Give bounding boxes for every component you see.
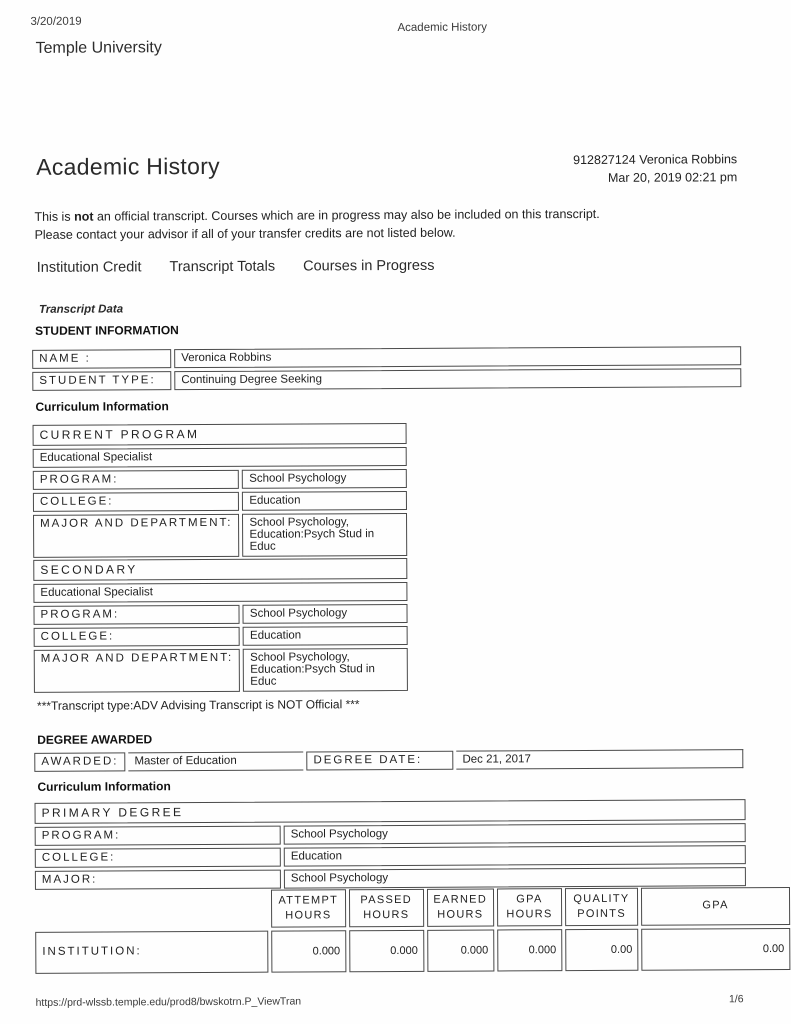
disclaimer-post: an official transcript. Courses which are in progress may also be included on this transcript. (93, 206, 600, 224)
section-nav (37, 258, 435, 276)
table-row (35, 823, 746, 846)
row-value: Education (243, 626, 408, 646)
row-label: NAME : (32, 349, 171, 369)
block-subheader: Educational Specialist (33, 447, 407, 468)
transcript-type-note: ***Transcript type:ADV Advising Transcript is NOT Official *** (36, 697, 360, 713)
print-header-title: Academic History (397, 21, 487, 34)
secondary-program-table (30, 555, 411, 696)
table-row (33, 469, 407, 490)
row-value: Education (284, 845, 746, 866)
print-date: 3/20/2019 (30, 15, 82, 28)
row-value: Continuing Degree Seeking (174, 368, 741, 390)
passed-hours-value: 0.000 (349, 930, 424, 972)
row-label: PROGRAM: (33, 605, 239, 625)
column-header: EARNED HOURS (426, 888, 494, 926)
row-label: PROGRAM: (33, 470, 239, 490)
row-value: School Psychology (243, 604, 408, 624)
table-row (35, 928, 790, 974)
column-header: PASSED HOURS (349, 889, 424, 927)
block-header: SECONDARY (33, 558, 407, 581)
row-value: School Psychology (242, 469, 407, 489)
university-name: Temple University (35, 39, 162, 57)
row-value: School Psychology (284, 823, 746, 844)
current-program-table (30, 420, 411, 561)
student-id-block (573, 150, 737, 187)
row-label: COLLEGE: (34, 627, 240, 647)
column-header: ATTEMPT HOURS (271, 889, 346, 927)
degree-date-label: DEGREE DATE: (306, 751, 453, 771)
row-label: STUDENT TYPE: (32, 371, 171, 391)
primary-degree-table (32, 796, 749, 893)
table-row (35, 845, 746, 868)
table-row (33, 582, 407, 603)
column-header: GPA HOURS (497, 888, 562, 926)
curriculum-information-heading: Curriculum Information (35, 399, 169, 414)
table-row (33, 558, 407, 581)
student-info-table (29, 343, 744, 394)
transcript-data-caption: Transcript Data (38, 303, 124, 316)
nav-link-courses-in-progress[interactable]: Courses in Progress (303, 257, 435, 275)
table-row (32, 368, 741, 391)
earned-hours-value: 0.000 (427, 929, 495, 971)
table-row (35, 799, 746, 824)
table-row (33, 491, 407, 512)
student-information-heading: STUDENT INFORMATION (35, 323, 179, 338)
table-row (33, 423, 407, 446)
table-row (32, 346, 741, 369)
row-value: School Psychology (284, 867, 746, 888)
disclaimer-line-2: Please contact your advisor if all of your transfer credits are not listed below. (34, 225, 456, 242)
table-row (34, 626, 408, 647)
awarded-value: Master of Education (128, 751, 303, 771)
row-value: School Psychology, Education:Psych Stud in Educ (243, 648, 408, 692)
curriculum-information-heading-2: Curriculum Information (37, 779, 171, 794)
row-label: MAJOR AND DEPARTMENT: (33, 514, 240, 558)
institution-hours-table (32, 884, 791, 977)
student-id-line: 912827124 Veronica Robbins (573, 152, 738, 168)
row-value: Veronica Robbins (174, 346, 741, 368)
block-header: PRIMARY DEGREE (35, 799, 746, 824)
row-value: Education (242, 491, 407, 511)
row-label: MAJOR AND DEPARTMENT: (34, 649, 241, 693)
degree-awarded-heading: DEGREE AWARDED (37, 732, 153, 747)
degree-date-value: Dec 21, 2017 (456, 749, 743, 770)
row-label: COLLEGE: (35, 848, 281, 868)
quality-points-value: 0.00 (565, 928, 638, 970)
row-value: School Psychology, Education:Psych Stud in Educ (242, 513, 407, 557)
row-label: MAJOR: (35, 870, 281, 890)
row-label: PROGRAM: (35, 826, 281, 846)
generated-timestamp: Mar 20, 2019 02:21 pm (607, 170, 738, 186)
table-header-row (35, 887, 790, 929)
row-label: INSTITUTION: (35, 930, 268, 973)
page-indicator: 1/6 (728, 993, 744, 1006)
nav-link-institution-credit[interactable]: Institution Credit (36, 259, 142, 276)
row-label: COLLEGE: (33, 492, 239, 512)
degree-awarded-table (31, 746, 746, 775)
block-header: CURRENT PROGRAM (33, 423, 407, 446)
column-header: QUALITY POINTS (565, 888, 638, 926)
disclaimer-bold-word: not (74, 209, 94, 224)
table-row (33, 604, 407, 625)
table-row (33, 447, 407, 468)
gpa-value: 0.00 (641, 928, 790, 971)
awarded-label: AWARDED: (34, 752, 125, 771)
gpa-hours-value: 0.000 (497, 929, 562, 971)
page-title: Academic History (36, 152, 221, 180)
attempt-hours-value: 0.000 (271, 930, 346, 972)
table-row (34, 749, 743, 772)
block-subheader: Educational Specialist (33, 582, 407, 603)
table-row (33, 513, 407, 558)
column-header: GPA (641, 887, 790, 925)
nav-link-transcript-totals[interactable]: Transcript Totals (169, 258, 276, 276)
footer-url: https://prd-wlssb.temple.edu/prod8/bwskotrn.P_ViewTran (35, 995, 302, 1009)
empty-header-cell (35, 890, 268, 929)
disclaimer-text (34, 205, 744, 244)
table-row (34, 648, 408, 693)
disclaimer-pre: This is (34, 209, 75, 224)
